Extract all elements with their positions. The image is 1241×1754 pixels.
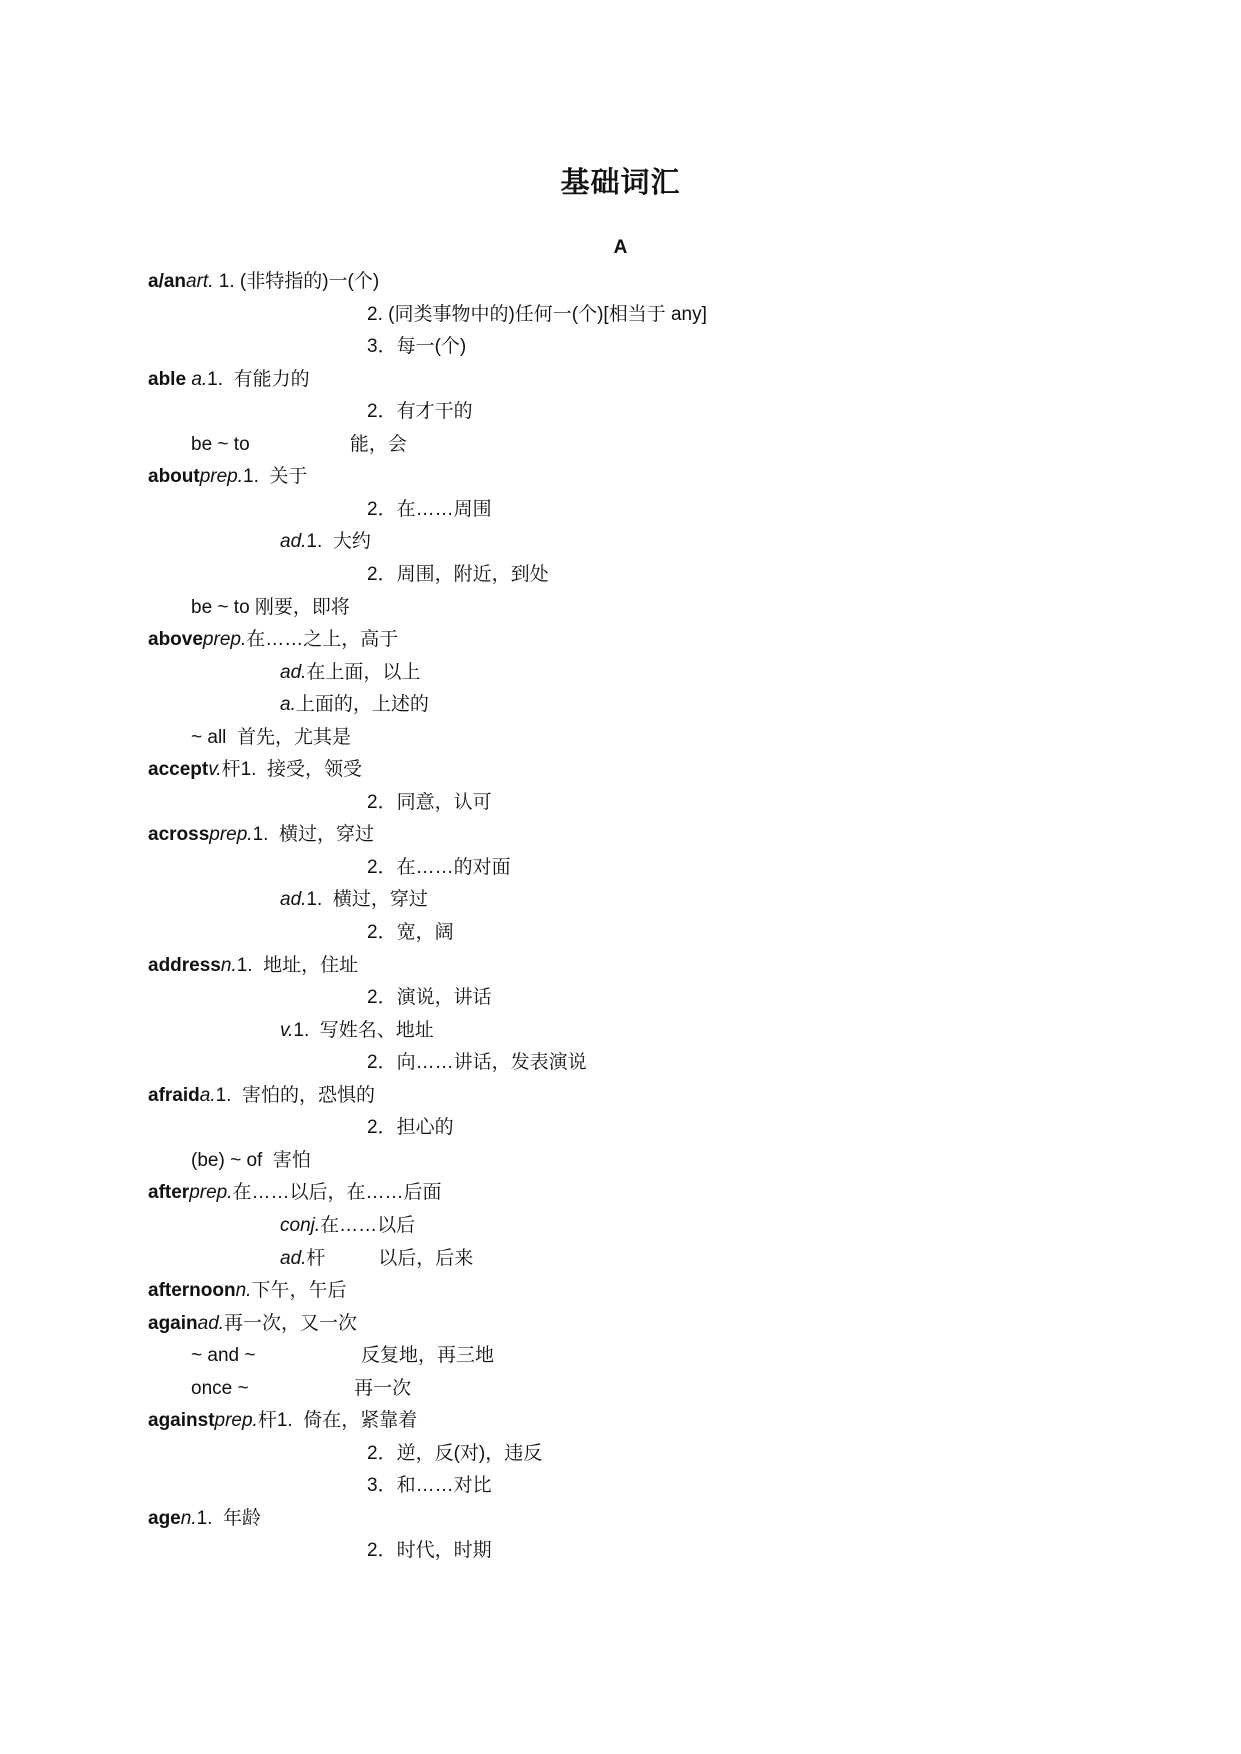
definition-text: 杆1. 接受，领受 [221, 759, 362, 780]
part-of-speech: prep. [189, 1182, 233, 1203]
entry-line [191, 593, 350, 623]
entry-line [280, 690, 429, 720]
entry-headword-line [148, 1081, 375, 1111]
headword: age [148, 1508, 181, 1529]
part-of-speech: ad. [197, 1313, 225, 1334]
definition-text: 1. 关于 [243, 466, 308, 487]
definition-text: 2．在……周围 [367, 499, 492, 520]
definition-text: 1. 地址，住址 [236, 955, 359, 976]
headword: above [148, 629, 203, 650]
definition-text: 2．周围，附近，到处 [367, 564, 549, 585]
entry-line [367, 300, 707, 330]
definition-text: 2．演说，讲话 [367, 987, 492, 1008]
entry-line [280, 1244, 473, 1274]
entry-headword-line [148, 365, 310, 395]
definition-text: 2．时代，时期 [367, 1540, 492, 1561]
entry-line [280, 658, 420, 688]
definition-text: 1. 有能力的 [207, 369, 310, 390]
entry-line [367, 853, 511, 883]
part-of-speech: n. [220, 955, 237, 976]
definition-text: 1. (非特指的)一(个) [213, 271, 380, 292]
definition-text: 上面的，上述的 [295, 694, 429, 715]
entry-headword-line [148, 951, 358, 981]
definition-text: 2．担心的 [367, 1117, 454, 1138]
part-of-speech: prep. [202, 629, 247, 650]
definition-text: 1. 大约 [306, 531, 371, 552]
headword: across [148, 824, 210, 845]
part-of-speech: n. [180, 1508, 197, 1529]
definition-text: 1. 横过，穿过 [306, 889, 428, 910]
entry-line [191, 430, 407, 460]
headword: address [148, 955, 221, 976]
entry-line [367, 1439, 542, 1469]
part-of-speech: ad. [280, 662, 307, 683]
part-of-speech: a. [199, 1085, 216, 1106]
entry-line [280, 527, 371, 557]
definition-text: 2．向……讲话，发表演说 [367, 1052, 587, 1073]
entry-headword-line [148, 1178, 442, 1208]
part-of-speech: ad. [280, 1248, 307, 1269]
entry-headword-line [148, 755, 362, 785]
definition-text: 2．有才干的 [367, 401, 473, 422]
entry-line [367, 332, 466, 362]
entry-headword-line [148, 1406, 417, 1436]
definition-text: 2．逆，反(对)，违反 [367, 1443, 543, 1464]
definition-text: 1. 年龄 [196, 1508, 262, 1529]
entry-line [367, 788, 492, 818]
headword: able [148, 369, 192, 390]
headword: about [148, 466, 200, 487]
part-of-speech: prep. [199, 466, 244, 487]
part-of-speech: prep. [209, 824, 253, 845]
entry-line [280, 885, 428, 915]
part-of-speech: conj. [280, 1215, 321, 1236]
entry-headword-line [148, 1504, 261, 1534]
headword: a/an [148, 271, 187, 292]
part-of-speech: n. [235, 1280, 252, 1301]
part-of-speech: ad. [280, 889, 307, 910]
definition-text: once ~ 再一次 [191, 1378, 412, 1399]
definition-text: 在……之上，高于 [246, 629, 399, 650]
entry-headword-line [148, 462, 307, 492]
entry-line [280, 1016, 434, 1046]
definition-text: ~ all 首先，尤其是 [191, 727, 351, 748]
headword: after [148, 1182, 190, 1203]
entry-headword-line [148, 820, 374, 850]
definition-text: 下午，午后 [251, 1280, 347, 1301]
entry-headword-line [148, 625, 398, 655]
definition-text: 2．宽，阔 [367, 922, 454, 943]
entry-line [367, 1048, 587, 1078]
part-of-speech: v. [280, 1020, 294, 1041]
definition-text: 1. 害怕的，恐惧的 [215, 1085, 376, 1106]
definition-text: (be) ~ of 害怕 [191, 1150, 311, 1171]
entry-line [367, 495, 492, 525]
definition-text: 再一次，又一次 [224, 1313, 358, 1334]
headword: against [148, 1410, 215, 1431]
entry-line [367, 1471, 492, 1501]
entry-line [280, 1211, 415, 1241]
entry-line [367, 1113, 454, 1143]
part-of-speech: ad. [280, 531, 307, 552]
part-of-speech: a. [280, 694, 296, 715]
page-title: 基础词汇 [560, 167, 681, 199]
entry-line [367, 560, 549, 590]
definition-text: 在……以后 [320, 1215, 416, 1236]
entry-line [367, 983, 492, 1013]
part-of-speech: prep. [214, 1410, 258, 1431]
definition-text: be ~ to 能，会 [191, 434, 407, 455]
definition-text: 2．同意，认可 [367, 792, 492, 813]
section-heading: A [613, 237, 628, 258]
entry-headword-line [148, 267, 379, 297]
part-of-speech: a. [191, 369, 208, 390]
headword: afternoon [148, 1280, 236, 1301]
definition-text: be ~ to 刚要，即将 [191, 597, 350, 618]
definition-text: 2. (同类事物中的)任何一(个)[相当于 any] [367, 304, 707, 325]
definition-text: 在上面，以上 [306, 662, 421, 683]
entry-line [191, 1341, 494, 1371]
definition-text: 1. 横过，穿过 [252, 824, 374, 845]
definition-text: 杆1. 倚在，紧靠着 [257, 1410, 418, 1431]
entry-line [367, 918, 454, 948]
entry-line [367, 1536, 492, 1566]
part-of-speech: v. [208, 759, 222, 780]
entry-line [367, 397, 473, 427]
entry-headword-line [148, 1276, 346, 1306]
headword: accept [148, 759, 209, 780]
definition-text: 3．每一(个) [367, 336, 467, 357]
definition-text: 2．在……的对面 [367, 857, 511, 878]
entry-line [191, 1374, 411, 1404]
definition-text: 杆 以后，后来 [306, 1248, 474, 1269]
definition-text: 1. 写姓名、地址 [293, 1020, 434, 1041]
definition-text: 在……以后，在……后面 [232, 1182, 442, 1203]
headword: afraid [148, 1085, 200, 1106]
definition-text: 3．和……对比 [367, 1475, 492, 1496]
headword: again [148, 1313, 198, 1334]
part-of-speech: art. [186, 271, 214, 292]
entry-line [191, 1146, 311, 1176]
entry-headword-line [148, 1309, 357, 1339]
entry-line [191, 723, 351, 753]
definition-text: ~ and ~ 反复地，再三地 [191, 1345, 495, 1366]
